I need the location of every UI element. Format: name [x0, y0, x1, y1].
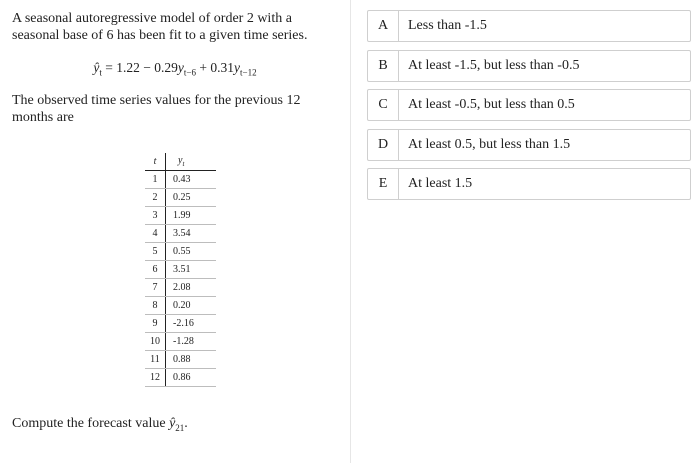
table-row — [145, 315, 216, 333]
eq-lhs-sub: t — [99, 67, 102, 78]
choice-letter: E — [368, 169, 399, 199]
table-row — [145, 207, 216, 225]
cell-t: 5 — [145, 243, 166, 261]
model-equation — [0, 60, 350, 78]
table-body — [145, 171, 216, 387]
final-prefix: Compute the forecast value — [12, 416, 166, 431]
choice-b[interactable] — [367, 50, 691, 82]
col-header-t: t — [145, 153, 166, 171]
choice-letter: D — [368, 130, 399, 160]
cell-y: 0.25 — [166, 189, 217, 207]
col-header-y-symbol: y — [178, 155, 183, 166]
eq-op1: − — [143, 60, 151, 75]
eq-op2: + — [199, 60, 207, 75]
eq-var2-sub: t−12 — [240, 67, 257, 78]
choice-text: At least 1.5 — [408, 176, 473, 191]
final-symbol: ŷ — [169, 416, 176, 431]
eq-lhs-symbol: ŷ — [93, 60, 100, 75]
table-row — [145, 297, 216, 315]
eq-equals: = — [105, 60, 113, 75]
choice-text: At least 0.5, but less than 1.5 — [408, 136, 571, 152]
final-suffix: . — [184, 416, 188, 431]
cell-y: 0.20 — [166, 297, 217, 315]
cell-y: 2.08 — [166, 279, 217, 297]
cell-y: -2.16 — [166, 315, 217, 333]
answer-choices — [367, 10, 691, 208]
eq-coef1: 0.29 — [154, 60, 178, 75]
time-series-table — [145, 153, 216, 387]
table-row — [145, 243, 216, 261]
cell-t: 8 — [145, 297, 166, 315]
cell-y: 0.55 — [166, 243, 217, 261]
eq-var2: y — [234, 60, 240, 75]
choice-text: At least -1.5, but less than -0.5 — [408, 57, 580, 73]
cell-t: 10 — [145, 333, 166, 351]
cell-t: 7 — [145, 279, 166, 297]
choice-letter: A — [368, 11, 399, 41]
cell-t: 3 — [145, 207, 166, 225]
choice-letter: C — [368, 90, 399, 120]
table-row — [145, 369, 216, 387]
cell-t: 1 — [145, 171, 166, 189]
choice-e[interactable] — [367, 168, 691, 200]
table-header-row — [145, 153, 216, 171]
cell-y: 0.88 — [166, 351, 217, 369]
table-row — [145, 261, 216, 279]
eq-coef2: 0.31 — [210, 60, 234, 75]
cell-t: 4 — [145, 225, 166, 243]
col-header-y — [166, 153, 217, 171]
cell-t: 6 — [145, 261, 166, 279]
table-row — [145, 279, 216, 297]
table-row — [145, 351, 216, 369]
cell-y: -1.28 — [166, 333, 217, 351]
cell-y: 0.86 — [166, 369, 217, 387]
choice-text: Less than -1.5 — [408, 18, 487, 33]
observed-text: The observed time series values for the previous 12 months are — [12, 93, 301, 125]
cell-t: 12 — [145, 369, 166, 387]
choice-d[interactable] — [367, 129, 691, 161]
cell-t: 9 — [145, 315, 166, 333]
final-sub: 21 — [175, 422, 185, 433]
question-intro: A seasonal autoregressive model of order 2 with a seasonal base of 6 has been fit to a given time series. — [12, 11, 308, 43]
eq-var1-sub: t−6 — [183, 67, 196, 78]
cell-y: 0.43 — [166, 171, 217, 189]
choice-letter: B — [368, 51, 399, 81]
eq-intercept: 1.22 — [116, 60, 140, 75]
choice-a[interactable] — [367, 10, 691, 42]
cell-t: 2 — [145, 189, 166, 207]
panel-divider — [350, 0, 351, 463]
choice-c[interactable] — [367, 89, 691, 121]
col-header-y-sub: t — [182, 160, 185, 168]
table-row — [145, 333, 216, 351]
table-row — [145, 189, 216, 207]
table-row — [145, 171, 216, 189]
cell-y: 1.99 — [166, 207, 217, 225]
eq-var1: y — [177, 60, 184, 75]
choice-text: At least -0.5, but less than 0.5 — [408, 97, 575, 112]
final-question — [12, 416, 188, 433]
cell-y: 3.54 — [166, 225, 217, 243]
cell-t: 11 — [145, 351, 166, 369]
table-row — [145, 225, 216, 243]
cell-y: 3.51 — [166, 261, 217, 279]
